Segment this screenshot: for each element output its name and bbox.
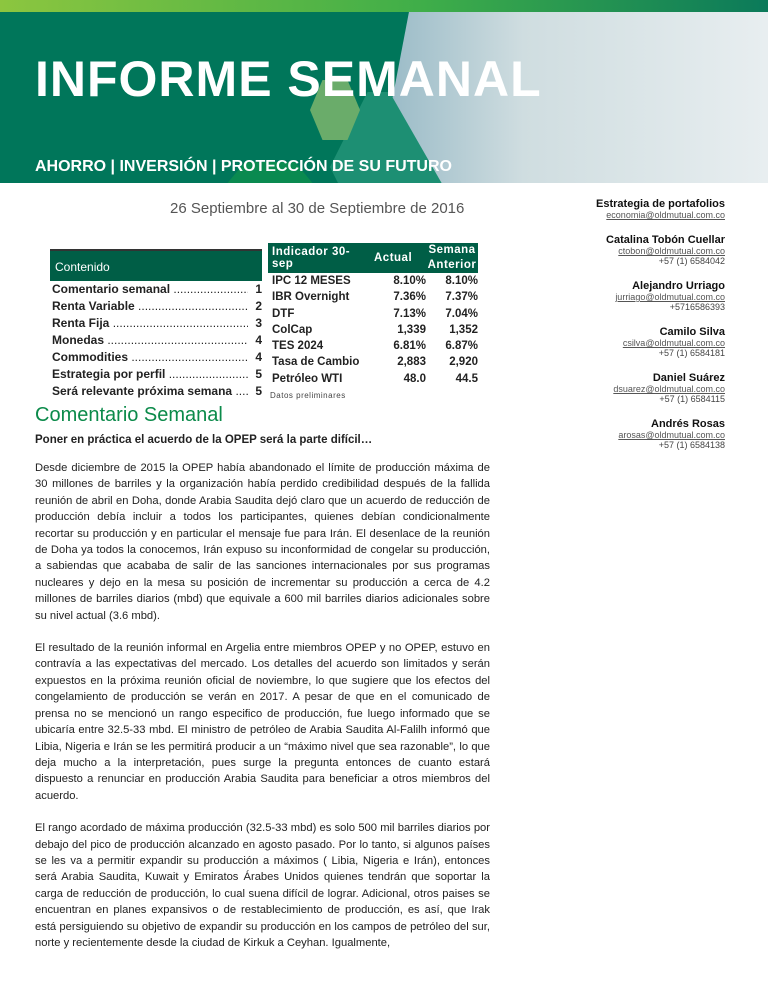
contact-phone: +57 (1) 6584115: [659, 394, 725, 404]
indicators-header-row: [268, 243, 478, 273]
indicator-name: IPC 12 MESES: [272, 275, 351, 287]
indicator-actual: 1,339: [397, 323, 426, 336]
indicator-name: IBR Overnight: [272, 291, 350, 304]
toc-item[interactable]: [50, 349, 262, 366]
toc-page: 4: [255, 350, 262, 364]
contact-card: [525, 372, 725, 404]
indicator-name: TES 2024: [272, 340, 324, 353]
indicator-previous: 7.04%: [445, 307, 478, 320]
toc-label: Commodities .....: [52, 349, 248, 366]
toc-item[interactable]: [50, 281, 262, 298]
toc-item[interactable]: [50, 315, 262, 332]
contacts-sidebar: [525, 198, 725, 464]
toc-item[interactable]: [50, 383, 262, 400]
contact-card: [525, 198, 725, 220]
indicator-previous: 1,352: [449, 323, 478, 336]
contact-email-link[interactable]: jurriago@oldmutual.com.co: [615, 292, 725, 302]
toc-page: 3: [255, 316, 262, 330]
indicator-name: Petróleo WTI: [272, 372, 343, 385]
toc-item[interactable]: [50, 298, 262, 315]
header-previous: Semana Anterior: [427, 244, 477, 271]
header-banner: [0, 12, 768, 183]
table-of-contents: [50, 249, 262, 400]
contents-header: Contenido: [50, 249, 262, 281]
toc-label: Monedas .....: [52, 332, 248, 349]
report-date: 26 Septiembre al 30 de Septiembre de 2016: [170, 200, 465, 217]
article-subheading: Poner en práctica el acuerdo de la OPEP será la parte difícil…: [35, 434, 373, 446]
indicator-row: [268, 371, 478, 387]
contact-card: [525, 280, 725, 312]
toc-label: Será relevante próxima semana .....: [52, 383, 248, 400]
contact-card: [525, 234, 725, 266]
indicator-row: [268, 338, 478, 354]
indicator-row: [268, 354, 478, 370]
preliminary-note: Datos preliminares: [270, 391, 346, 400]
indicator-actual: 8.10%: [393, 275, 426, 287]
indicator-previous: 6.87%: [445, 340, 478, 353]
contact-phone: +5716586393: [669, 302, 725, 312]
contact-name: Daniel Suárez: [652, 372, 725, 384]
toc-page: 1: [255, 282, 262, 296]
article-paragraph: El resultado de la reunión informal en Argelia entre miembros OPEP y no OPEP, estuvo en contravía a las expectativas del mercado. Los detalles del acuerdo son limitados y serán expuestos en la próxima reunión oficial de noviembre, lo que sugiere que los efectos del congelamiento de producción se verán en 2017. A pesar de que en el comunicado de prensa no se mencionó un rango especifico de producción, fue luego informado que se ubicaría entre 32.5-33 mbd. El ministro de petróleo de Arabia Saudita Al-Falilh informó que Libia, Nigeria e Irán se les permitirá producir a un “máximo nivel que sea razonable”, lo que deja mucho a la interpretación, pues surge la pregunta entonces de cuanto estará dispuesto a renunciar en producción Arabia Saudita para beneficiar a otros miembros del acuerdo.: [35, 642, 490, 802]
indicator-row: [268, 322, 478, 338]
toc-page: 2: [255, 299, 262, 313]
indicator-previous: 2,920: [449, 356, 478, 369]
indicator-row: [268, 273, 478, 289]
header-indicator: Indicador 30-sep: [272, 246, 351, 270]
toc-label: Renta Fija .....: [52, 315, 248, 332]
contact-email-link[interactable]: csilva@oldmutual.com.co: [622, 338, 725, 348]
contact-card: [525, 418, 725, 450]
indicator-name: Tasa de Cambio: [272, 356, 360, 369]
contact-name: Camilo Silva: [659, 326, 725, 338]
indicator-name: ColCap: [272, 323, 313, 336]
indicator-actual: 7.36%: [393, 291, 426, 304]
indicator-actual: 2,883: [397, 356, 426, 369]
contact-name: Alejandro Urriago: [632, 280, 725, 292]
indicator-row: [268, 289, 478, 305]
article-paragraph: El rango acordado de máxima producción (32.5-33 mbd) es solo 500 mil barriles diarios por debajo del pico de producción alcanzado en agosto pasado. Por lo tanto, si algunos países se les va a permitir expandir su producción a máximos ( Libia, Nigeria e Irán), entonces será Arabia Saudita, Kuwait y Emiratos Árabes Unidos quienes tendrán que soportar la carga de reducción de producción, lo cual suena difícil de lograr. Adicional, otros paises se encuentran en planes expansivos o de restablecimiento de producción, es así, que Irak está persiguiendo su objetivo de expandir su producción en los campos de petróleo del sur, norte y recientemente desde la ciudad de Kirkuk a Ceyhan. Igualmente,: [35, 822, 490, 949]
toc-page: 4: [255, 333, 262, 347]
indicator-actual: 7.13%: [393, 307, 426, 320]
toc-label: Renta Variable .....: [52, 298, 248, 315]
indicator-previous: 7.37%: [445, 291, 478, 304]
top-gradient-bar: [0, 0, 768, 12]
toc-label: Comentario semanal .....: [52, 281, 248, 298]
contact-phone: +57 (1) 6584042: [658, 256, 725, 266]
contact-card: [525, 326, 725, 358]
toc-item[interactable]: [50, 366, 262, 383]
indicators-table: [268, 243, 478, 387]
indicator-actual: 6.81%: [393, 340, 426, 353]
contact-name: Estrategia de portafolios: [596, 198, 725, 210]
indicator-actual: 48.0: [403, 372, 426, 385]
article-paragraph: Desde diciembre de 2015 la OPEP había abandonado el límite de producción máxima de 30 millones de barriles y la organización había perdido credibilidad después de la fallida reunión de abril en Doha, donde Arabia Saudita dejó claro que un acuerdo de reducción de producción debía incluir a todos los participantes, quienes debían condicionalmente recortar su producción y en particular el mensaje fue para Irán. El desenlace de la reunión de Doha ya todos la conocemos, Irán expuso su inconformidad de congelar su producción, a sabiendas que acababa de salir de las sanciones internacionales por sus programas nucleares y dejo en la mesa su posición de incrementar su producción a cerca de 4.2 millones de barriles diarios (mbd) que equivale a 600 mil barriles diarios adicionales sobre su nivel actual (3.6 mbd).: [35, 462, 490, 622]
contact-name: Catalina Tobón Cuellar: [606, 234, 725, 246]
contact-email-link[interactable]: ctobon@oldmutual.com.co: [618, 246, 725, 256]
contact-phone: +57 (1) 6584138: [658, 440, 725, 450]
report-title: INFORME SEMANAL: [35, 51, 542, 107]
indicator-previous: 44.5: [455, 372, 478, 385]
contact-email-link[interactable]: dsuarez@oldmutual.com.co: [613, 384, 725, 394]
article-body: [35, 460, 490, 967]
contact-phone: +57 (1) 6584181: [658, 348, 725, 358]
contact-email-link[interactable]: economia@oldmutual.com.co: [606, 210, 725, 220]
section-heading: Comentario Semanal: [35, 404, 223, 426]
toc-item[interactable]: [50, 332, 262, 349]
indicator-row: [268, 306, 478, 322]
report-tagline: AHORRO | INVERSIÓN | PROTECCIÓN DE SU FUTURO: [35, 158, 452, 175]
indicator-name: DTF: [272, 307, 295, 320]
toc-label: Estrategia por perfil .....: [52, 366, 248, 383]
indicator-previous: 8.10%: [445, 275, 478, 287]
header-actual: Actual: [374, 252, 413, 264]
toc-page: 5: [255, 367, 262, 381]
contact-name: Andrés Rosas: [651, 418, 725, 430]
toc-page: 5: [255, 384, 262, 398]
contact-email-link[interactable]: arosas@oldmutual.com.co: [618, 430, 725, 440]
